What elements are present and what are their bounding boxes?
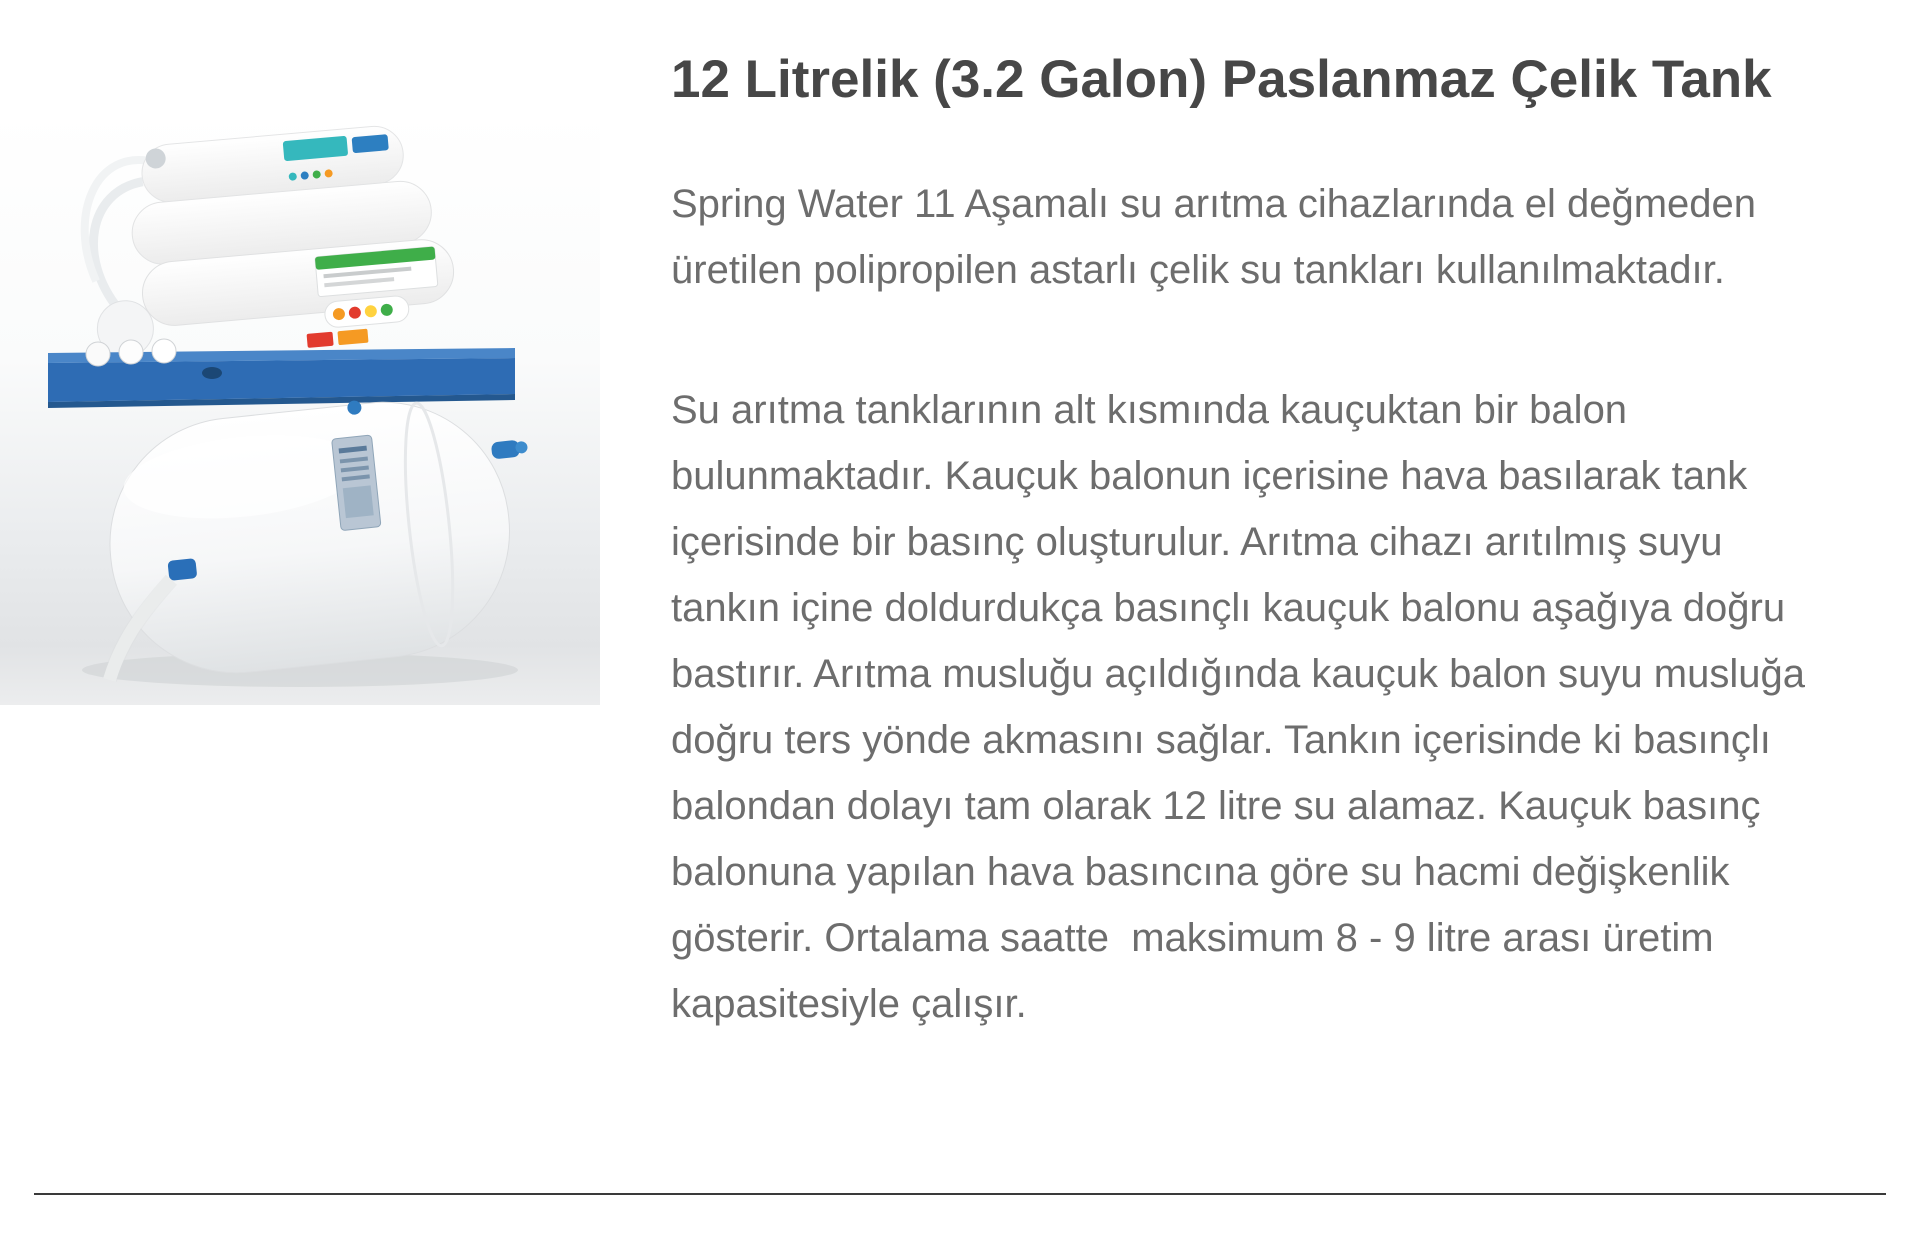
tank-elbow-fitting: [167, 558, 197, 581]
bottom-divider: [34, 1193, 1886, 1195]
product-photo: [0, 110, 600, 705]
product-description: [671, 0, 1826, 1111]
section-title: 12 Litrelik (3.2 Galon) Paslanmaz Çelik Tank: [671, 50, 1772, 109]
details-paragraph: Su arıtma tanklarının alt kısmında kauçuktan bir balon bulunmaktadır. Kauçuk balonun içerisine hava basılarak tank içerisinde bir basınç oluşturulur. Arıtma cihazı arıtılmış suyu tankın içine doldurdukça basınçlı kauçuk balonu aşağıya doğru bastırır. Arıtma musluğu açıldığında kauçuk balon suyu musluğa doğru ters yönde akmasını sağlar. Tankın içerisinde ki basınçlı balondan dolayı tam olarak 12 litre su alamaz. Kauçuk basınç balonuna yapılan hava basıncına göre su hacmi değişkenlik gösterir. Ortalama saatte maksimum 8 - 9 litre arası üretim kapasitesiyle çalışır.: [671, 388, 1817, 1026]
product-photo-illustration: [0, 110, 600, 705]
intro-paragraph: Spring Water 11 Aşamalı su arıtma cihazlarında el değmeden üretilen polipropilen astarlı çelik su tankları kullanılmaktadır.: [671, 182, 1768, 292]
